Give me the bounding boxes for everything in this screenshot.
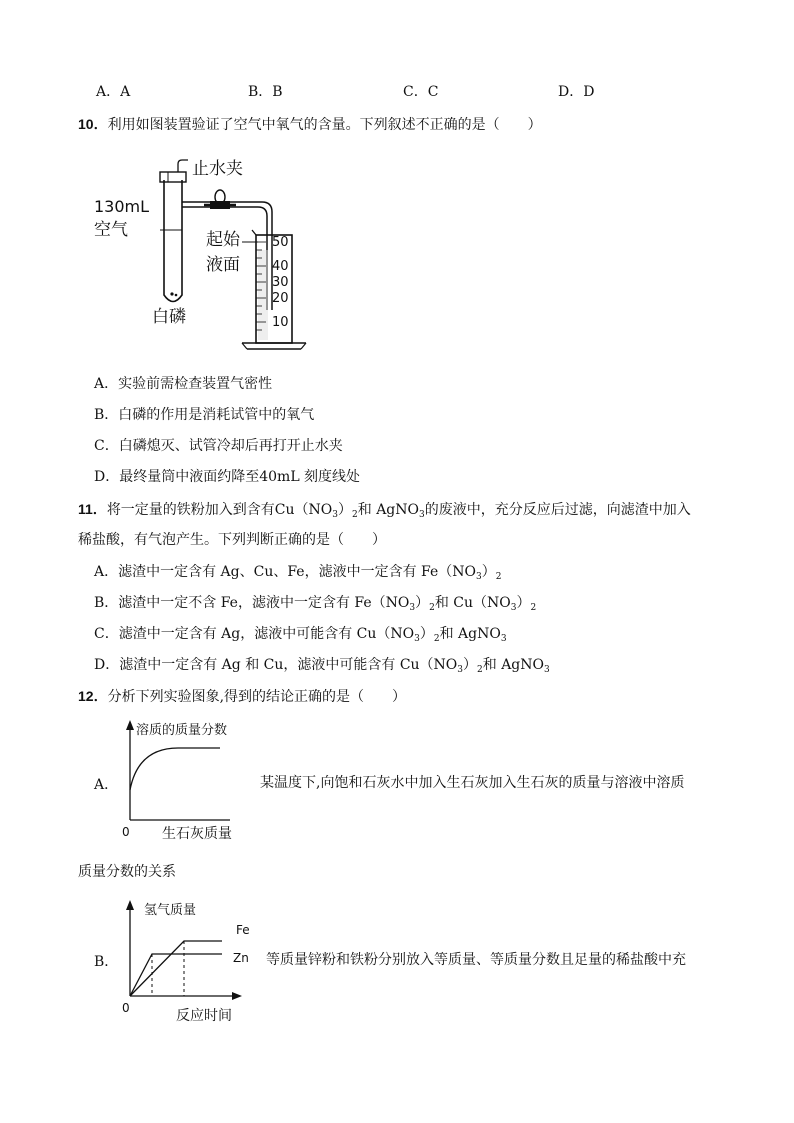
q11-sub: 3 — [419, 510, 425, 520]
tick-40: 40 — [272, 259, 289, 274]
tick-50: 50 — [272, 235, 289, 250]
q11-option-d — [94, 656, 550, 679]
q12-b-xlabel: 反应时间 — [176, 1008, 232, 1024]
label-start-level-1: 起始 — [206, 230, 240, 250]
q11-sub: 3 — [409, 603, 416, 613]
q9-option-c: C．C — [403, 84, 439, 100]
q11-sub: 3 — [510, 603, 517, 613]
q10-option-c: C．白磷熄灭、试管冷却后再打开止水夹 — [94, 438, 343, 454]
tick-20: 20 — [272, 291, 289, 306]
q11-sub: 2 — [433, 634, 440, 644]
q12-a-graph — [118, 718, 248, 844]
q9-option-b: B．B — [248, 84, 283, 100]
label-start-level-2: 液面 — [206, 255, 240, 275]
q11-sub: 3 — [500, 634, 507, 644]
q11-sub: 2 — [477, 665, 483, 675]
q11-stem-1a: 将一定量的铁粉加入到含有Cu（NO — [106, 502, 333, 518]
q11-option-d-text: D．滤渣中一定含有 Ag 和 Cu，滤液中可能含有 Cu（NO — [94, 657, 458, 673]
label-air: 空气 — [94, 220, 128, 240]
q11-sub: 2 — [530, 603, 537, 613]
q11-option-d-text: 和 AgNO — [482, 657, 544, 673]
q11-option-b-text: ） — [516, 595, 531, 611]
q12-b-origin: 0 — [122, 1001, 130, 1015]
q11-stem-1c: 和 AgNO — [357, 502, 419, 518]
q11-option-c-text: 和 AgNO — [439, 626, 501, 642]
q12-a-ylabel: 溶质的质量分数 — [136, 723, 228, 738]
q12-a-text-cont: 质量分数的关系 — [78, 864, 176, 880]
label-air-volume: 130mL — [94, 197, 150, 216]
q12-b-text: 等质量锌粉和铁粉分别放入等质量、等质量分数且足量的稀盐酸中充 — [266, 952, 686, 968]
q11-sub: 3 — [414, 634, 420, 644]
q10-stem-line — [78, 115, 542, 134]
q11-sub: 3 — [457, 665, 464, 675]
q12-number: 12． — [78, 688, 108, 704]
q11-option-d-text: ） — [463, 657, 478, 673]
q11-sub: 2 — [495, 572, 502, 582]
q12-b-label: B． — [94, 954, 119, 970]
q10-option-a: A．实验前需检查装置气密性 — [94, 376, 273, 392]
q11-option-b — [94, 594, 536, 617]
q10-apparatus-figure — [92, 150, 312, 360]
q11-option-b-text: B．滤渣中一定不含 Fe，滤液中一定含有 Fe（NO — [94, 595, 410, 611]
q12-stem-line — [78, 687, 406, 706]
q12-b-ylabel: 氢气质量 — [144, 903, 197, 918]
q11-option-a-text: ） — [481, 564, 496, 580]
q11-sub: 2 — [352, 510, 358, 520]
q11-sub: 2 — [429, 603, 435, 613]
q11-option-c — [94, 625, 507, 648]
q11-option-b-text: 和 Cu（NO — [434, 595, 511, 611]
q10-stem: 利用如图装置验证了空气中氧气的含量。下列叙述不正确的是（ ） — [107, 117, 542, 133]
q12-a-text: 某温度下,向饱和石灰水中加入生石灰加入生石灰的质量与溶液中溶质 — [260, 775, 685, 791]
q12-a-label: A． — [94, 777, 119, 793]
q11-option-c-text: ） — [419, 626, 434, 642]
tick-30: 30 — [272, 275, 289, 290]
q10-option-d: D．最终量筒中液面约降至40mL 刻度线处 — [94, 469, 361, 485]
tick-10: 10 — [272, 315, 289, 330]
q9-option-a: A．A — [96, 84, 131, 100]
q11-option-a-text: A．滤渣中一定含有 Ag、Cu、Fe，滤液中一定含有 Fe（NO — [94, 564, 477, 580]
q12-a-xlabel: 生石灰质量 — [162, 826, 232, 842]
q11-stem-line-2: 稀盐酸，有气泡产生。下列判断正确的是（ ） — [78, 532, 386, 548]
q12-stem: 分析下列实验图象,得到的结论正确的是（ ） — [107, 689, 407, 705]
q11-stem-1b: ） — [338, 502, 353, 518]
q12-a-origin: 0 — [122, 825, 130, 839]
q9-option-d: D．D — [558, 84, 595, 100]
q12-b-graph — [118, 896, 258, 1026]
q11-sub: 3 — [544, 665, 550, 675]
q11-number: 11． — [78, 501, 107, 517]
q11-sub: 3 — [476, 572, 482, 582]
q11-stem-line-1 — [78, 500, 691, 524]
q12-b-series-zn: Zn — [233, 951, 249, 965]
q10-number: 10． — [78, 116, 108, 132]
q11-option-c-text: C．滤渣中一定含有 Ag，滤液中可能含有 Cu（NO — [94, 626, 415, 642]
label-clamp: 止水夹 — [192, 159, 243, 179]
label-phosphorus: 白磷 — [152, 307, 186, 327]
q11-stem-1d: 的废液中，充分反应后过滤，向滤渣中加入 — [424, 502, 691, 518]
q11-option-a — [94, 563, 501, 586]
q11-sub: 3 — [332, 510, 339, 520]
q11-option-b-text: ） — [415, 595, 430, 611]
q12-b-series-fe: Fe — [236, 923, 250, 937]
q10-option-b: B．白磷的作用是消耗试管中的氧气 — [94, 407, 315, 423]
